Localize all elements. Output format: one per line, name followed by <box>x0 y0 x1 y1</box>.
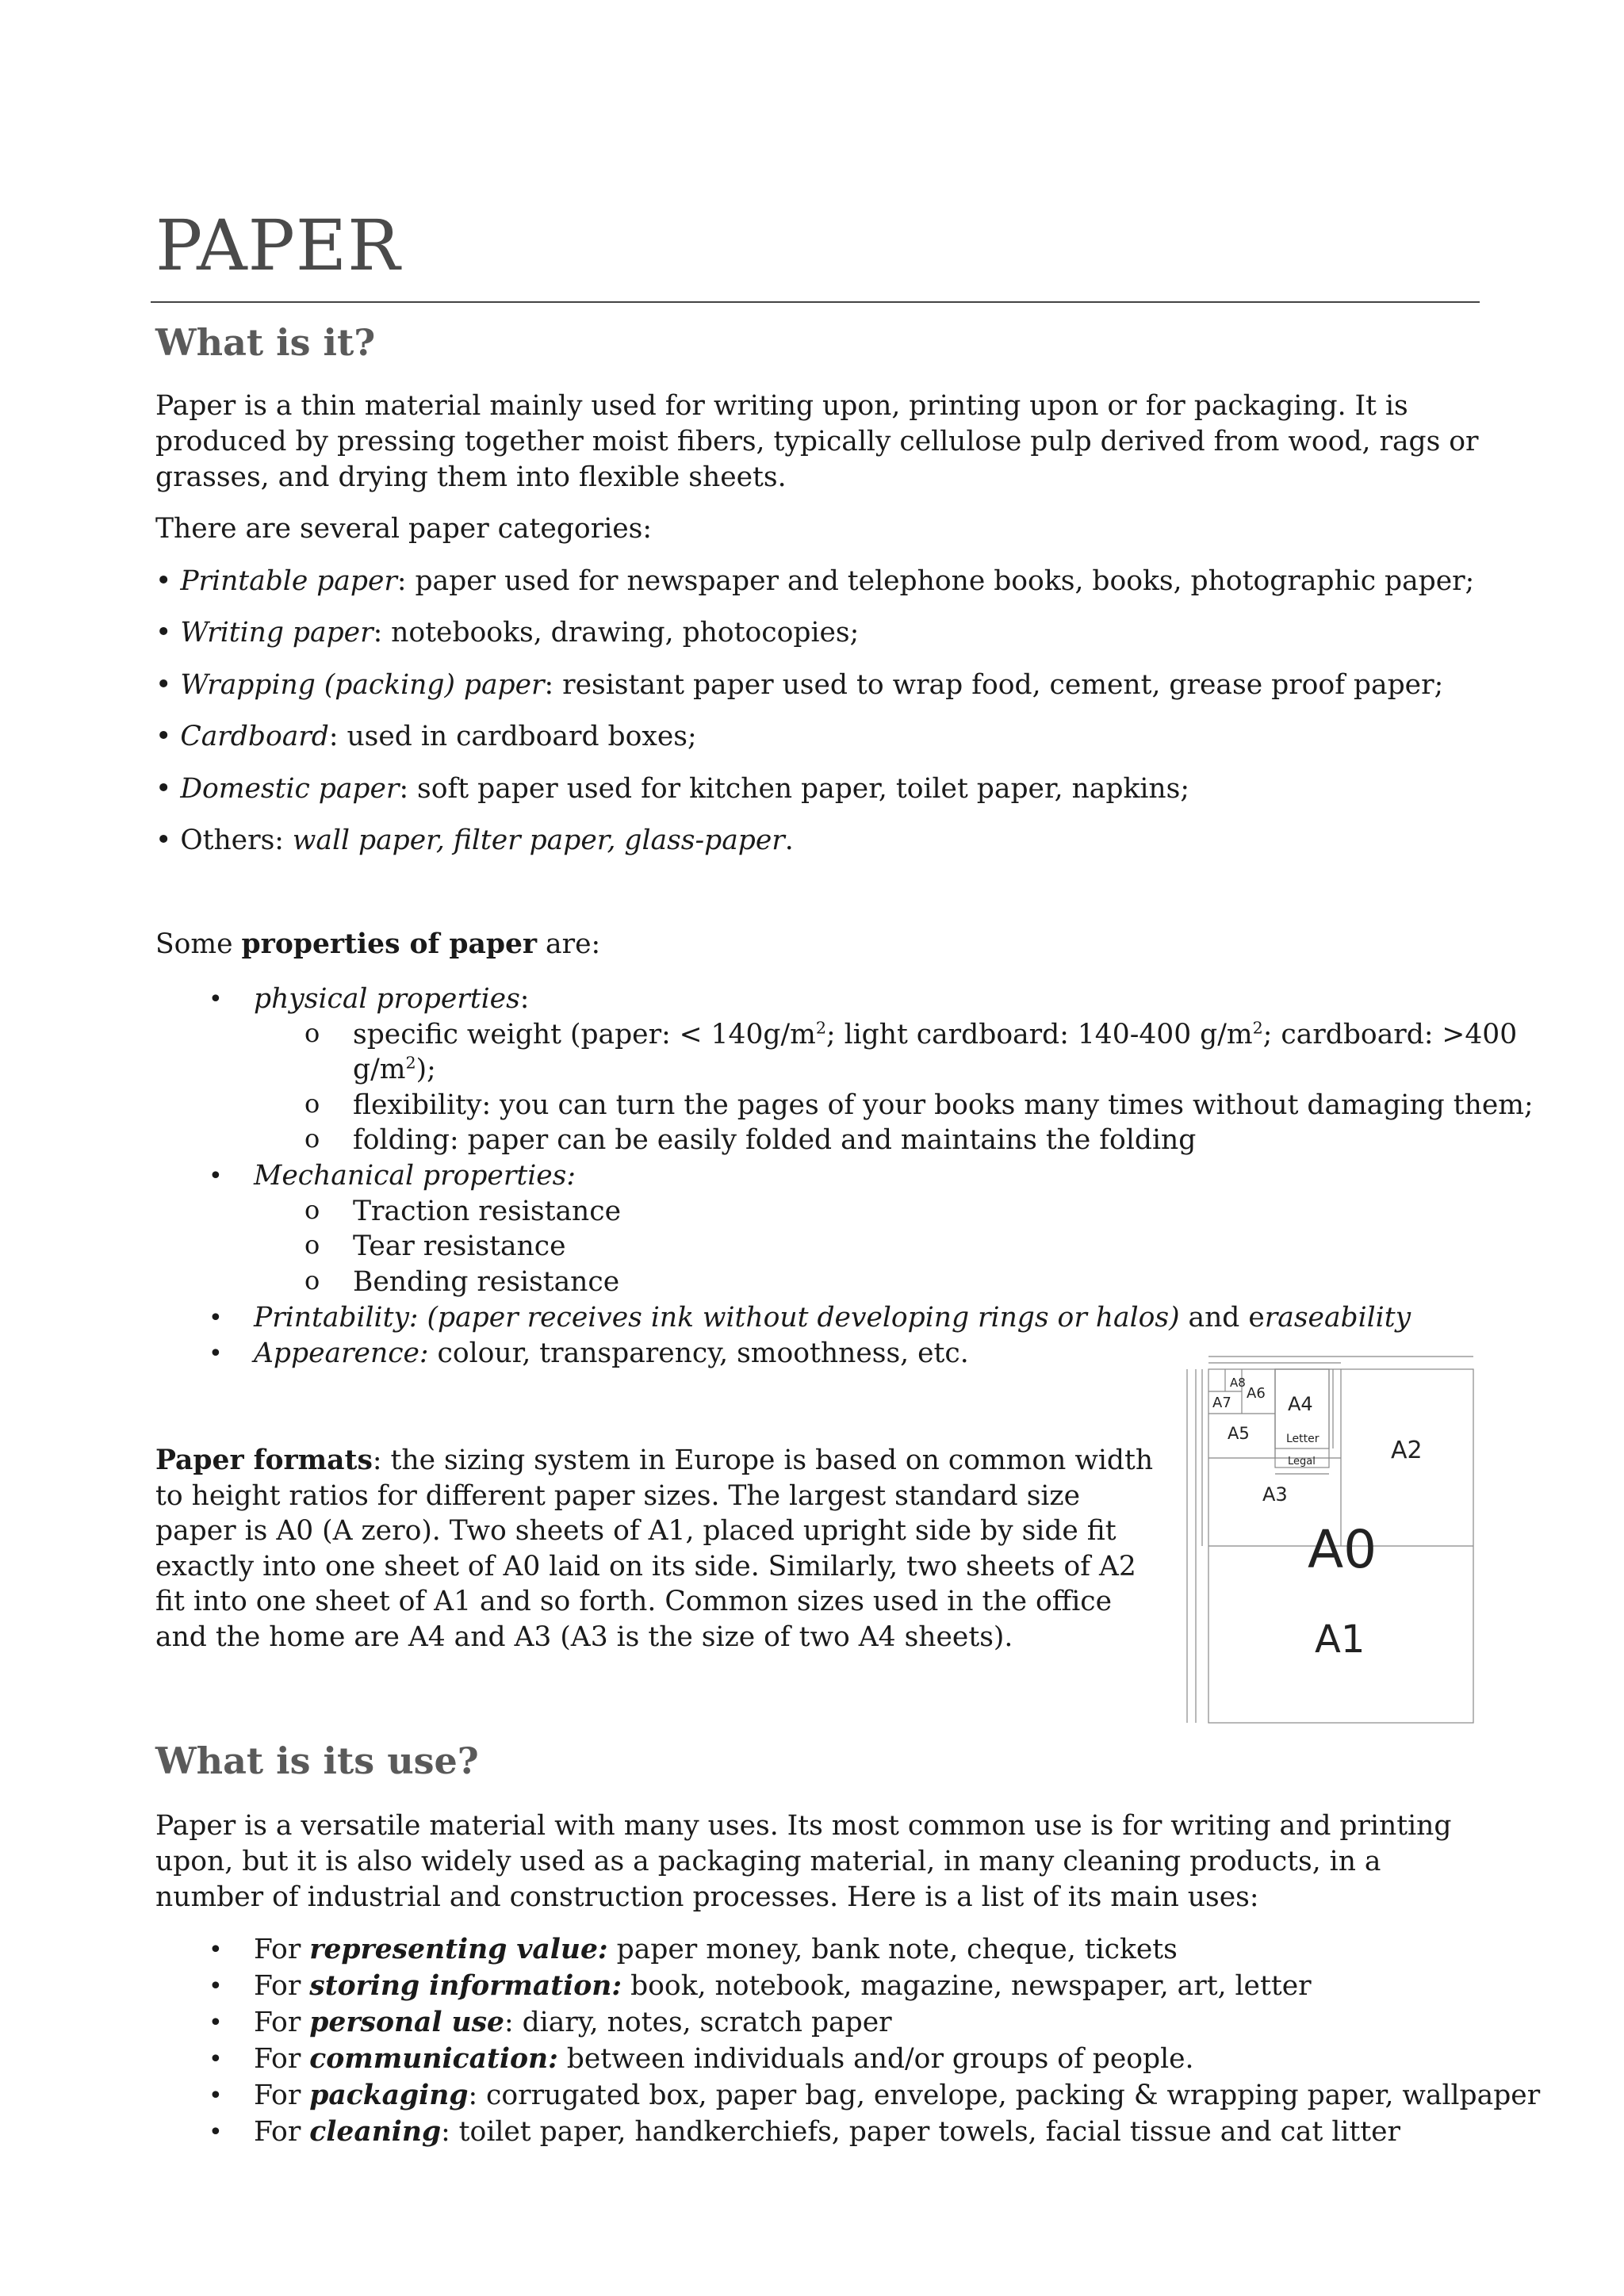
use-term: storing information: <box>309 1970 622 2002</box>
printability-and: and e <box>1179 1302 1265 1334</box>
uses-intro-paragraph: Paper is a versatile material with many uses. Its most common use is for writing and printing upon, but it is also widely used as a packaging material, in many cleaning products, in a number of industrial and construction processes. Here is a list of its main uses: <box>155 1810 1452 1913</box>
category-item <box>155 668 1443 703</box>
diagram-label: Letter <box>1286 1433 1320 1445</box>
use-item <box>209 2005 892 2041</box>
bullet: • <box>209 2009 223 2037</box>
superscript: 2 <box>405 1053 416 1073</box>
circle-bullet: o <box>304 1265 320 1295</box>
use-term: cleaning <box>309 2116 442 2148</box>
page-title: PAPER <box>155 205 401 286</box>
bullet: • <box>155 721 172 752</box>
paper-formats-paragraph <box>155 1443 1162 1655</box>
bullet: • <box>209 1936 223 1964</box>
weight-c: ; cardboard: >400 <box>1262 1019 1518 1050</box>
category-text: : notebooks, drawing, photocopies; <box>373 617 860 649</box>
list-item-mechanical <box>209 1158 576 1194</box>
appearance-label: Appearence: <box>254 1337 429 1369</box>
title-underline <box>151 301 1480 303</box>
flexibility-text: flexibility: you can turn the pages of your books many times without damaging them; <box>353 1089 1534 1121</box>
mechanical-label: Mechanical properties: <box>254 1160 576 1192</box>
bullet: • <box>209 2045 223 2073</box>
category-term: Printable paper <box>180 565 397 597</box>
use-term: representing value: <box>309 1934 608 1965</box>
superscript: 2 <box>1252 1018 1263 1038</box>
diagram-label: A6 <box>1247 1385 1266 1402</box>
printability-italic: Printability: (paper receives ink without developing rings or halos) <box>254 1302 1180 1334</box>
circle-bullet: o <box>304 1089 320 1119</box>
sub-item-weight <box>304 1017 1518 1053</box>
diagram-label: A3 <box>1262 1483 1288 1506</box>
properties-intro <box>155 927 600 962</box>
weight-a: specific weight (paper: < 140g/m <box>353 1019 816 1050</box>
others-items: wall paper, filter paper, glass-paper <box>292 825 785 856</box>
others-label: • Others: <box>155 825 293 856</box>
category-term: Cardboard <box>180 721 329 752</box>
use-text: between individuals and/or groups of people. <box>557 2043 1194 2075</box>
use-text: : toilet paper, handkerchiefs, paper towels, facial tissue and cat litter <box>441 2116 1401 2148</box>
sub-item-mechanical <box>304 1229 566 1265</box>
legal-outline <box>1275 1369 1329 1468</box>
use-item <box>209 1969 1312 2004</box>
bullet: • <box>155 773 172 805</box>
weight-line2-b: ); <box>416 1054 436 1085</box>
category-text: : paper used for newspaper and telephone books, books, photographic paper; <box>396 565 1475 597</box>
properties-intro-post: are: <box>537 928 601 960</box>
use-prefix: For <box>254 2007 310 2038</box>
bullet: • <box>209 1162 223 1190</box>
sub-item-mechanical <box>304 1265 620 1300</box>
paper-sizes-diagram <box>1186 1345 1475 1726</box>
bullet: • <box>155 669 172 701</box>
use-prefix: For <box>254 1970 310 2002</box>
bullet: • <box>209 1304 223 1332</box>
sub-item-mechanical <box>304 1194 621 1230</box>
diagram-label: A7 <box>1212 1395 1231 1411</box>
appearance-text: colour, transparency, smoothness, etc. <box>428 1337 969 1369</box>
use-prefix: For <box>254 2043 310 2075</box>
weight-b: ; light cardboard: 140-400 g/m <box>826 1019 1253 1050</box>
diagram-label: A1 <box>1315 1617 1365 1662</box>
others-end: . <box>784 825 794 856</box>
list-item-physical <box>209 982 530 1017</box>
superscript: 2 <box>815 1018 826 1038</box>
category-item <box>155 615 859 651</box>
mechanical-text: Traction resistance <box>353 1196 621 1227</box>
bullet: • <box>209 1340 223 1368</box>
category-text: : soft paper used for kitchen paper, toilet paper, napkins; <box>399 773 1189 805</box>
bullet: • <box>209 985 223 1013</box>
sub-item-weight-cont <box>353 1052 436 1088</box>
use-term: personal use <box>309 2007 504 2038</box>
bullet: • <box>209 2118 223 2146</box>
bullet: • <box>155 617 172 649</box>
use-item <box>209 2042 1194 2077</box>
list-item-appearance <box>209 1336 969 1372</box>
category-item-others <box>155 823 794 859</box>
category-item <box>155 719 697 755</box>
diagram-label: A5 <box>1228 1424 1250 1443</box>
formats-text: : the sizing system in Europe is based on common width to height ratios for different paper sizes. The largest standard size paper is A0 (A zero). Two sheets of A1, placed upright side by side fit exactly into one sheet of A0 laid on its side. Similarly, two sheets of A2 fit into one sheet of A1 and so forth. Common sizes used in the office and the home are A4 and A3 (A3 is the size of two A4 sheets). <box>155 1445 1154 1653</box>
mechanical-text: Tear resistance <box>353 1230 566 1262</box>
use-text: book, notebook, magazine, newspaper, art, letter <box>622 1970 1312 2002</box>
section-heading-what-is-it: What is it? <box>155 321 376 364</box>
diagram-label: Legal <box>1288 1456 1316 1468</box>
diagram-label: A0 <box>1308 1519 1377 1580</box>
circle-bullet: o <box>304 1195 320 1225</box>
use-item <box>209 2078 1541 2114</box>
list-item-printability <box>209 1300 1411 1336</box>
category-text: : used in cardboard boxes; <box>328 721 697 752</box>
bullet: • <box>209 2082 223 2110</box>
diagram-label: A2 <box>1391 1437 1423 1464</box>
use-text: paper money, bank note, cheque, tickets <box>607 1934 1178 1965</box>
category-term: Wrapping (packing) paper <box>180 669 545 701</box>
properties-intro-bold: properties of paper <box>241 928 538 960</box>
use-item <box>209 2114 1401 2150</box>
use-prefix: For <box>254 1934 310 1965</box>
category-item <box>155 564 1474 599</box>
sub-item-folding <box>304 1123 1197 1158</box>
formats-label: Paper formats <box>155 1445 373 1476</box>
bullet: • <box>209 1973 223 2000</box>
use-text: : corrugated box, paper bag, envelope, packing & wrapping paper, wallpaper <box>468 2080 1541 2111</box>
physical-colon: : <box>519 983 530 1015</box>
use-text: : diary, notes, scratch paper <box>504 2007 892 2038</box>
section-heading-what-is-its-use: What is its use? <box>155 1739 479 1782</box>
use-prefix: For <box>254 2080 310 2111</box>
category-term: Domestic paper <box>180 773 400 805</box>
folding-text: folding: paper can be easily folded and maintains the folding <box>353 1124 1197 1156</box>
use-prefix: For <box>254 2116 310 2148</box>
category-text: : resistant paper used to wrap food, cement, grease proof paper; <box>544 669 1444 701</box>
circle-bullet: o <box>304 1018 320 1048</box>
diagram-label: A4 <box>1288 1393 1313 1415</box>
use-term: packaging <box>309 2080 469 2111</box>
physical-label: physical properties <box>254 983 520 1015</box>
sub-item-flexibility <box>304 1088 1534 1123</box>
use-item <box>209 1932 1178 1968</box>
properties-intro-pre: Some <box>155 928 242 960</box>
intro-paragraph: Paper is a thin material mainly used for writing upon, printing upon or for packaging. It is produced by pressing together moist fibers, typically cellulose pulp derived from wood, rags or grasses, and drying them into flexible sheets. <box>155 390 1479 493</box>
mechanical-text: Bending resistance <box>353 1266 620 1298</box>
circle-bullet: o <box>304 1123 320 1154</box>
bullet: • <box>155 565 172 597</box>
weight-line2-a: g/m <box>353 1054 406 1085</box>
use-term: communication: <box>309 2043 558 2075</box>
category-item <box>155 771 1189 807</box>
printability-end: raseability <box>1264 1302 1411 1334</box>
diagram-label: A8 <box>1230 1376 1246 1390</box>
category-term: Writing paper <box>180 617 373 649</box>
categories-intro: There are several paper categories: <box>155 513 652 545</box>
circle-bullet: o <box>304 1230 320 1260</box>
